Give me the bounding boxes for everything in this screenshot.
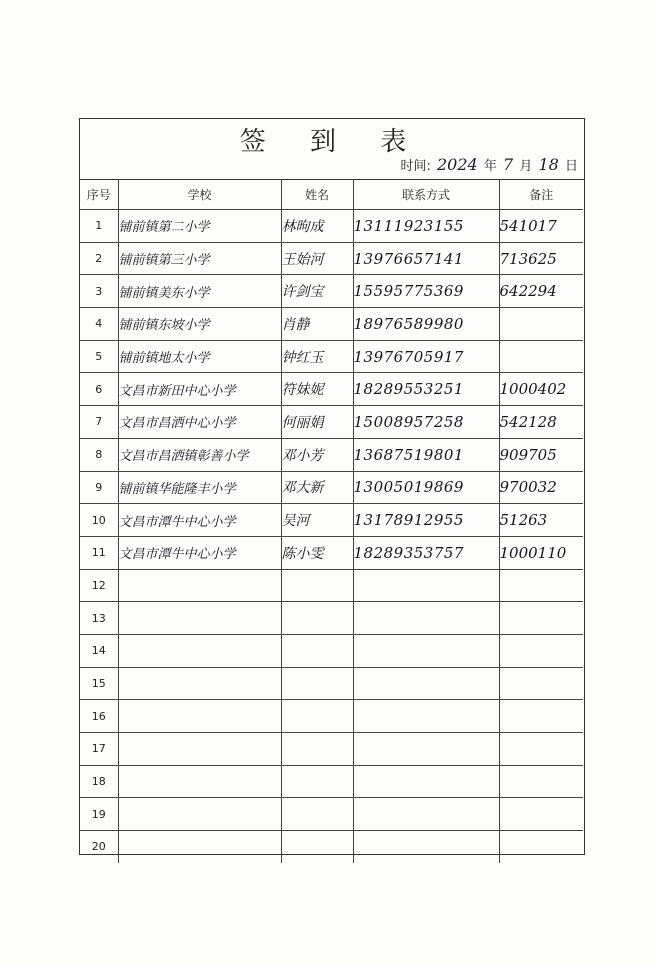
phone-cell <box>353 700 499 733</box>
note-cell: 909705 <box>499 438 583 471</box>
note-cell: 713625 <box>499 242 583 275</box>
school-cell <box>118 765 281 798</box>
name-cell: 肖静 <box>281 308 353 341</box>
table-row <box>80 471 583 504</box>
name-cell <box>281 798 353 831</box>
note-cell: 1000402 <box>499 373 583 406</box>
school-cell: 铺前镇第三小学 <box>118 242 281 275</box>
phone-cell <box>353 831 499 863</box>
name-cell <box>281 602 353 635</box>
row-number: 8 <box>80 438 118 471</box>
note-cell <box>499 765 583 798</box>
phone-cell: 13111923155 <box>353 210 499 243</box>
phone-cell <box>353 765 499 798</box>
row-number: 5 <box>80 340 118 373</box>
name-cell: 陈小雯 <box>281 536 353 569</box>
table-row <box>80 406 583 439</box>
phone-cell: 13005019869 <box>353 471 499 504</box>
table-row <box>80 275 583 308</box>
name-cell: 符妹妮 <box>281 373 353 406</box>
name-cell: 邓小芳 <box>281 438 353 471</box>
school-cell <box>118 733 281 766</box>
name-cell <box>281 667 353 700</box>
school-cell <box>118 602 281 635</box>
school-cell: 铺前镇地太小学 <box>118 340 281 373</box>
note-cell <box>499 634 583 667</box>
school-cell: 文昌市潭牛中心小学 <box>118 504 281 537</box>
table-row <box>80 733 583 766</box>
month-unit: 月 <box>519 159 533 174</box>
table-row <box>80 373 583 406</box>
school-cell: 铺前镇东坡小学 <box>118 308 281 341</box>
note-cell: 51263 <box>499 504 583 537</box>
attendance-table <box>80 179 583 863</box>
phone-cell: 13976705917 <box>353 340 499 373</box>
phone-cell <box>353 733 499 766</box>
row-number: 3 <box>80 275 118 308</box>
school-cell <box>118 634 281 667</box>
day-unit: 日 <box>564 159 578 174</box>
phone-cell <box>353 634 499 667</box>
row-number: 10 <box>80 504 118 537</box>
date-day: 18 <box>538 155 559 174</box>
name-cell <box>281 831 353 863</box>
table-row <box>80 340 583 373</box>
name-cell: 吴河 <box>281 504 353 537</box>
phone-cell: 15008957258 <box>353 406 499 439</box>
col-header-name: 姓名 <box>281 179 353 210</box>
table-row <box>80 700 583 733</box>
note-cell: 1000110 <box>499 536 583 569</box>
school-cell: 文昌市新田中心小学 <box>118 373 281 406</box>
row-number: 14 <box>80 634 118 667</box>
table-body <box>80 210 583 863</box>
phone-cell: 13687519801 <box>353 438 499 471</box>
school-cell: 文昌市潭牛中心小学 <box>118 536 281 569</box>
table-row <box>80 765 583 798</box>
table-row <box>80 831 583 863</box>
phone-cell: 13178912955 <box>353 504 499 537</box>
table-row <box>80 798 583 831</box>
note-cell <box>499 667 583 700</box>
phone-cell <box>353 602 499 635</box>
school-cell: 文昌市昌洒镇彰善小学 <box>118 438 281 471</box>
note-cell <box>499 602 583 635</box>
table-row <box>80 569 583 602</box>
name-cell <box>281 733 353 766</box>
name-cell: 何丽娟 <box>281 406 353 439</box>
row-number: 2 <box>80 242 118 275</box>
name-cell: 邓大新 <box>281 471 353 504</box>
note-cell <box>499 569 583 602</box>
header-row <box>80 179 583 210</box>
note-cell <box>499 308 583 341</box>
note-cell: 541017 <box>499 210 583 243</box>
name-cell: 钟红玉 <box>281 340 353 373</box>
note-cell: 642294 <box>499 275 583 308</box>
school-cell <box>118 831 281 863</box>
sign-in-sheet <box>79 118 585 855</box>
school-cell: 铺前镇美东小学 <box>118 275 281 308</box>
col-header-note: 备注 <box>499 179 583 210</box>
table-row <box>80 602 583 635</box>
row-number: 7 <box>80 406 118 439</box>
phone-cell: 18976589980 <box>353 308 499 341</box>
school-cell <box>118 569 281 602</box>
row-number: 6 <box>80 373 118 406</box>
note-cell <box>499 340 583 373</box>
date-month: 7 <box>503 155 514 174</box>
row-number: 15 <box>80 667 118 700</box>
row-number: 19 <box>80 798 118 831</box>
row-number: 17 <box>80 733 118 766</box>
table-row <box>80 504 583 537</box>
name-cell: 许剑宝 <box>281 275 353 308</box>
table-row <box>80 438 583 471</box>
year-unit: 年 <box>483 159 497 174</box>
table-row <box>80 308 583 341</box>
name-cell: 王始河 <box>281 242 353 275</box>
table-row <box>80 210 583 243</box>
name-cell <box>281 765 353 798</box>
row-number: 13 <box>80 602 118 635</box>
phone-cell <box>353 798 499 831</box>
row-number: 9 <box>80 471 118 504</box>
note-cell <box>499 733 583 766</box>
row-number: 11 <box>80 536 118 569</box>
date-label: 时间: <box>400 159 431 174</box>
school-cell <box>118 798 281 831</box>
date-year: 2024 <box>436 155 478 174</box>
row-number: 1 <box>80 210 118 243</box>
sheet-title: 签 到 表 <box>239 127 425 157</box>
table-row <box>80 242 583 275</box>
table-row <box>80 536 583 569</box>
date-line <box>400 155 578 174</box>
row-number: 18 <box>80 765 118 798</box>
note-cell <box>499 798 583 831</box>
phone-cell: 18289353757 <box>353 536 499 569</box>
table-row <box>80 634 583 667</box>
school-cell: 文昌市昌洒中心小学 <box>118 406 281 439</box>
row-number: 4 <box>80 308 118 341</box>
title-row <box>80 119 584 180</box>
name-cell <box>281 700 353 733</box>
row-number: 12 <box>80 569 118 602</box>
phone-cell: 13976657141 <box>353 242 499 275</box>
note-cell <box>499 831 583 863</box>
col-header-no: 序号 <box>80 179 118 210</box>
note-cell: 542128 <box>499 406 583 439</box>
school-cell <box>118 667 281 700</box>
note-cell <box>499 700 583 733</box>
school-cell: 铺前镇华能隆丰小学 <box>118 471 281 504</box>
phone-cell <box>353 569 499 602</box>
note-cell: 970032 <box>499 471 583 504</box>
row-number: 20 <box>80 831 118 863</box>
school-cell <box>118 700 281 733</box>
name-cell <box>281 634 353 667</box>
row-number: 16 <box>80 700 118 733</box>
col-header-school: 学校 <box>118 179 281 210</box>
school-cell: 铺前镇第二小学 <box>118 210 281 243</box>
phone-cell: 18289553251 <box>353 373 499 406</box>
phone-cell: 15595775369 <box>353 275 499 308</box>
col-header-phone: 联系方式 <box>353 179 499 210</box>
phone-cell <box>353 667 499 700</box>
name-cell: 林昫成 <box>281 210 353 243</box>
table-row <box>80 667 583 700</box>
name-cell <box>281 569 353 602</box>
